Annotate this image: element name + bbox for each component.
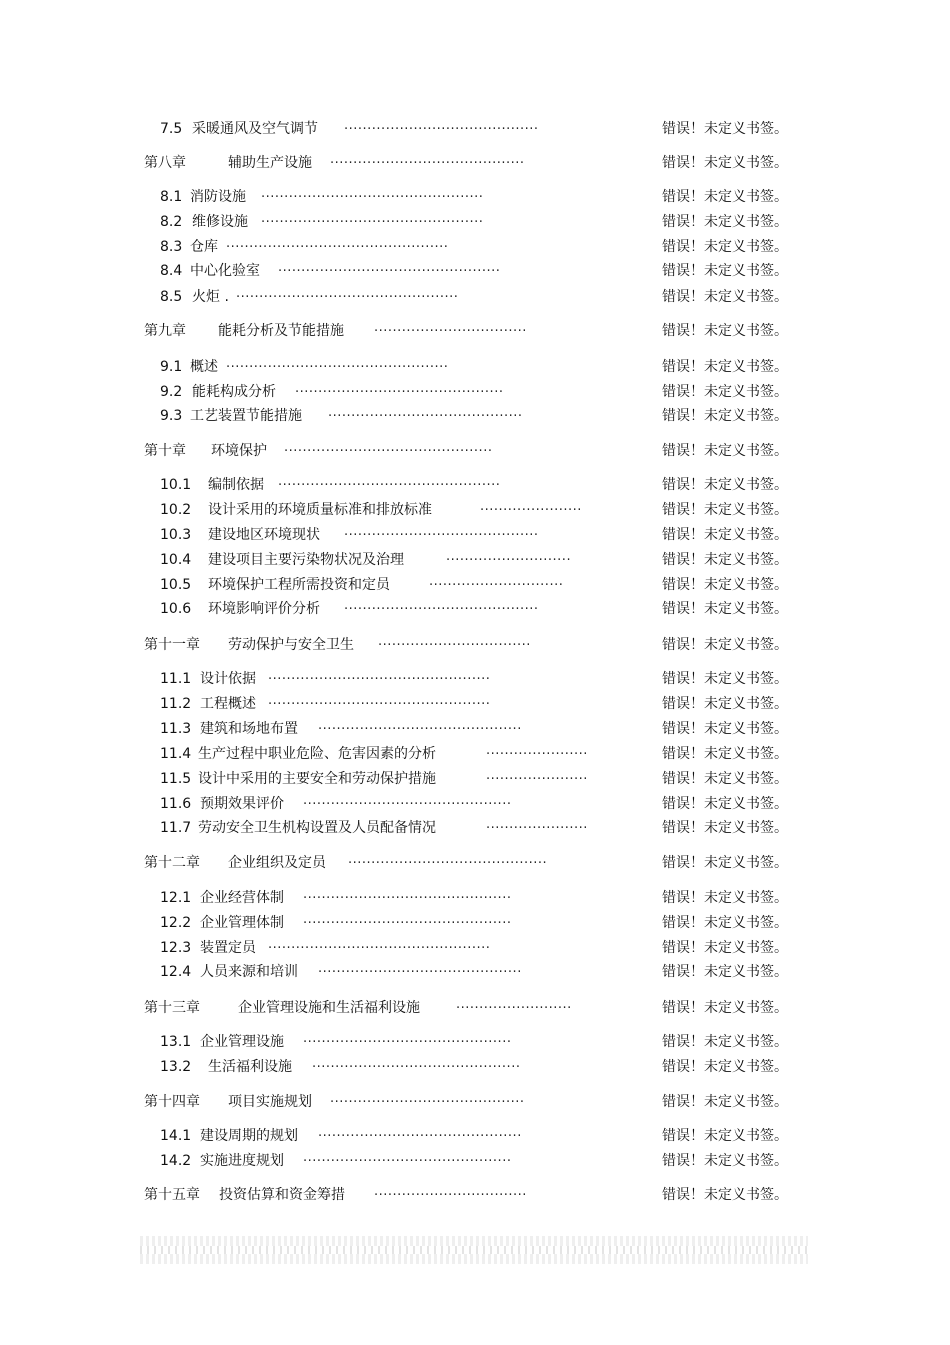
- toc-dot-leader: ......................: [486, 768, 588, 783]
- toc-chapter-entry[interactable]: [0, 1091, 950, 1113]
- toc-chapter-entry[interactable]: [0, 152, 950, 174]
- toc-dot-leader: ......................: [486, 743, 588, 758]
- toc-entry-number: 11.1: [160, 671, 192, 687]
- toc-entry-number: 第八章: [144, 155, 186, 171]
- toc-page-reference[interactable]: 错误！未定义书签。: [662, 121, 788, 137]
- toc-section-entry[interactable]: [0, 1125, 950, 1147]
- toc-page-reference[interactable]: 错误！未定义书签。: [662, 527, 788, 543]
- toc-entry-title: 环境影响评价分析: [208, 601, 320, 617]
- toc-entry-number: 11.3: [160, 721, 192, 737]
- toc-section-entry[interactable]: [0, 381, 950, 403]
- toc-entry-title: 设计依据: [200, 671, 256, 687]
- toc-dot-leader: .............................................: [303, 1150, 512, 1165]
- toc-entry-number: 14.2: [160, 1153, 192, 1169]
- toc-entry-title: 建筑和场地布置: [200, 721, 298, 737]
- toc-dot-leader: ................................................: [261, 186, 484, 201]
- toc-entry-title: 企业管理设施和生活福利设施: [238, 1000, 420, 1016]
- toc-section-entry[interactable]: [0, 260, 950, 282]
- toc-entry-number: 8.2: [160, 214, 183, 230]
- toc-entry-number: 9.2: [160, 384, 183, 400]
- toc-entry-title: 辅助生产设施: [228, 155, 312, 171]
- toc-entry-number: 第十一章: [144, 637, 200, 653]
- toc-section-entry[interactable]: [0, 793, 950, 815]
- toc-entry-number: 8.4: [160, 263, 183, 279]
- toc-page-reference[interactable]: 错误！未定义书签。: [662, 746, 788, 762]
- toc-entry-number: 11.6: [160, 796, 192, 812]
- toc-entry-title: 装置定员: [200, 940, 256, 956]
- toc-page-reference[interactable]: 错误！未定义书签。: [662, 323, 788, 339]
- toc-section-entry[interactable]: [0, 1150, 950, 1172]
- toc-page-reference[interactable]: 错误！未定义书签。: [662, 263, 788, 279]
- toc-entry-title: 劳动保护与安全卫生: [228, 637, 354, 653]
- toc-page-reference[interactable]: 错误！未定义书签。: [662, 189, 788, 205]
- toc-entry-number: 13.2: [160, 1059, 192, 1075]
- toc-dot-leader: ................................................: [268, 937, 491, 952]
- scan-footer-artifact: [140, 1236, 808, 1264]
- toc-entry-title: 仓库: [190, 239, 218, 255]
- toc-entry-number: 12.4: [160, 964, 192, 980]
- toc-section-entry[interactable]: [0, 574, 950, 596]
- toc-section-entry[interactable]: [0, 768, 950, 790]
- toc-entry-title: 能耗构成分析: [192, 384, 276, 400]
- toc-chapter-entry[interactable]: [0, 440, 950, 462]
- toc-page-reference[interactable]: 错误！未定义书签。: [662, 855, 788, 871]
- toc-page-reference[interactable]: 错误！未定义书签。: [662, 443, 788, 459]
- toc-page-reference[interactable]: 错误！未定义书签。: [662, 1094, 788, 1110]
- toc-entry-title: 维修设施: [192, 214, 248, 230]
- toc-section-entry[interactable]: [0, 118, 950, 140]
- toc-dot-leader: .................................: [374, 1184, 527, 1199]
- toc-dot-leader: .............................................: [303, 887, 512, 902]
- toc-entry-title: 建设地区环境现状: [208, 527, 320, 543]
- toc-entry-title: 项目实施规划: [228, 1094, 312, 1110]
- toc-entry-number: 9.3: [160, 408, 183, 424]
- toc-entry-number: 12.3: [160, 940, 192, 956]
- toc-entry-number: 8.1: [160, 189, 183, 205]
- toc-page-reference[interactable]: 错误！未定义书签。: [662, 289, 788, 305]
- toc-dot-leader: ..........................................: [344, 524, 539, 539]
- toc-dot-leader: ................................................: [268, 668, 491, 683]
- toc-dot-leader: .................................: [378, 634, 531, 649]
- toc-entry-title: 中心化验室: [190, 263, 260, 279]
- toc-dot-leader: .............................................: [303, 912, 512, 927]
- toc-entry-title: 投资估算和资金筹措: [219, 1187, 345, 1203]
- toc-entry-title: 建设项目主要污染物状况及治理: [208, 552, 404, 568]
- toc-page-reference[interactable]: 错误！未定义书签。: [662, 601, 788, 617]
- toc-entry-title: 环境保护工程所需投资和定员: [208, 577, 390, 593]
- toc-section-entry[interactable]: [0, 693, 950, 715]
- toc-page-reference[interactable]: 错误！未定义书签。: [662, 155, 788, 171]
- toc-dot-leader: ................................................: [226, 356, 449, 371]
- toc-section-entry[interactable]: [0, 186, 950, 208]
- toc-entry-title: 实施进度规划: [200, 1153, 284, 1169]
- toc-dot-leader: ..........................................: [344, 118, 539, 133]
- toc-entry-number: 11.2: [160, 696, 192, 712]
- toc-dot-leader: .............................................: [295, 381, 504, 396]
- toc-section-entry[interactable]: [0, 236, 950, 258]
- toc-entry-number: 第九章: [144, 323, 186, 339]
- toc-page-reference[interactable]: 错误！未定义书签。: [662, 552, 788, 568]
- toc-entry-title: 设计采用的环境质量标准和排放标准: [208, 502, 432, 518]
- toc-entry-title: 人员来源和培训: [200, 964, 298, 980]
- toc-entry-number: 8.5: [160, 289, 183, 305]
- toc-page-reference[interactable]: 错误！未定义书签。: [662, 696, 788, 712]
- toc-dot-leader: ................................................: [268, 693, 491, 708]
- toc-dot-leader: ..........................................: [328, 405, 523, 420]
- toc-entry-number: 11.5: [160, 771, 192, 787]
- toc-entry-number: 10.3: [160, 527, 192, 543]
- toc-section-entry[interactable]: [0, 743, 950, 765]
- toc-page-reference[interactable]: 错误！未定义书签。: [662, 964, 788, 980]
- toc-section-entry[interactable]: [0, 668, 950, 690]
- toc-entry-number: 10.4: [160, 552, 192, 568]
- toc-section-entry[interactable]: [0, 499, 950, 521]
- toc-dot-leader: .............................................: [303, 1031, 512, 1046]
- toc-dot-leader: ................................................: [236, 286, 459, 301]
- toc-chapter-entry[interactable]: [0, 634, 950, 656]
- toc-page-reference[interactable]: 错误！未定义书签。: [662, 721, 788, 737]
- toc-entry-number: 14.1: [160, 1128, 192, 1144]
- toc-dot-leader: ............................................: [318, 961, 522, 976]
- toc-dot-leader: ................................................: [278, 260, 501, 275]
- toc-entry-title: 概述: [190, 359, 218, 375]
- toc-entry-title: 工程概述: [200, 696, 256, 712]
- toc-section-entry[interactable]: [0, 211, 950, 233]
- toc-entry-title: 能耗分析及节能措施: [218, 323, 344, 339]
- toc-entry-number: 8.3: [160, 239, 183, 255]
- toc-page-reference[interactable]: 错误！未定义书签。: [662, 671, 788, 687]
- toc-entry-title: 环境保护: [211, 443, 267, 459]
- toc-section-entry[interactable]: [0, 937, 950, 959]
- toc-chapter-entry[interactable]: [0, 852, 950, 874]
- toc-entry-number: 12.1: [160, 890, 192, 906]
- toc-entry-title: 消防设施: [190, 189, 246, 205]
- toc-dot-leader: ................................................: [226, 236, 449, 251]
- toc-entry-number: 10.5: [160, 577, 192, 593]
- toc-entry-number: 13.1: [160, 1034, 192, 1050]
- toc-entry-number: 第十章: [144, 443, 186, 459]
- toc-page-reference[interactable]: 错误！未定义书签。: [662, 1153, 788, 1169]
- toc-dot-leader: ...........................: [446, 549, 572, 564]
- toc-entry-number: 第十四章: [144, 1094, 200, 1110]
- toc-section-entry[interactable]: [0, 817, 950, 839]
- toc-page-reference[interactable]: 错误！未定义书签。: [662, 577, 788, 593]
- toc-page-reference[interactable]: 错误！未定义书签。: [662, 637, 788, 653]
- toc-entry-title: 生活福利设施: [208, 1059, 292, 1075]
- toc-page-reference[interactable]: 错误！未定义书签。: [662, 771, 788, 787]
- toc-section-entry[interactable]: [0, 1031, 950, 1053]
- toc-entry-title: 企业管理设施: [200, 1034, 284, 1050]
- toc-entry-title: 企业组织及定员: [228, 855, 326, 871]
- toc-dot-leader: ...........................................: [348, 852, 548, 867]
- toc-dot-leader: ................................................: [261, 211, 484, 226]
- toc-page-reference[interactable]: 错误！未定义书签。: [662, 940, 788, 956]
- toc-chapter-entry[interactable]: [0, 1184, 950, 1206]
- toc-entry-number: 10.6: [160, 601, 192, 617]
- toc-entry-number: 11.4: [160, 746, 192, 762]
- toc-section-entry[interactable]: [0, 718, 950, 740]
- toc-page-reference[interactable]: 错误！未定义书签。: [662, 214, 788, 230]
- toc-entry-number: 第十三章: [144, 1000, 200, 1016]
- toc-section-entry[interactable]: [0, 286, 950, 308]
- toc-page-reference[interactable]: 错误！未定义书签。: [662, 408, 788, 424]
- toc-dot-leader: ................................................: [278, 474, 501, 489]
- toc-page-reference[interactable]: 错误！未定义书签。: [662, 796, 788, 812]
- toc-entry-number: 10.2: [160, 502, 192, 518]
- toc-entry-title: 设计中采用的主要安全和劳动保护措施: [198, 771, 436, 787]
- toc-dot-leader: .................................: [374, 320, 527, 335]
- toc-entry-number: 第十二章: [144, 855, 200, 871]
- toc-page-reference[interactable]: 错误！未定义书签。: [662, 359, 788, 375]
- toc-entry-title: 编制依据: [208, 477, 264, 493]
- toc-dot-leader: ............................................: [318, 718, 522, 733]
- toc-page-reference[interactable]: 错误！未定义书签。: [662, 1034, 788, 1050]
- toc-page-reference[interactable]: 错误！未定义书签。: [662, 384, 788, 400]
- toc-page-reference[interactable]: 错误！未定义书签。: [662, 1128, 788, 1144]
- toc-entry-number: 7.5: [160, 121, 183, 137]
- toc-dot-leader: ............................................: [318, 1125, 522, 1140]
- toc-section-entry[interactable]: [0, 405, 950, 427]
- toc-page-reference[interactable]: 错误！未定义书签。: [662, 1187, 788, 1203]
- toc-section-entry[interactable]: [0, 961, 950, 983]
- toc-page-reference[interactable]: 错误！未定义书签。: [662, 915, 788, 931]
- toc-dot-leader: ..........................................: [344, 598, 539, 613]
- toc-entry-number: 11.7: [160, 820, 192, 836]
- toc-entry-title: 劳动安全卫生机构设置及人员配备情况: [198, 820, 436, 836]
- toc-dot-leader: .............................................: [284, 440, 493, 455]
- toc-section-entry[interactable]: [0, 549, 950, 571]
- toc-dot-leader: ......................: [486, 817, 588, 832]
- toc-entry-title: 预期效果评价: [200, 796, 284, 812]
- toc-page-reference[interactable]: 错误！未定义书签。: [662, 820, 788, 836]
- toc-entry-title: 采暖通风及空气调节: [192, 121, 318, 137]
- toc-section-entry[interactable]: [0, 474, 950, 496]
- toc-section-entry[interactable]: [0, 912, 950, 934]
- toc-dot-leader: .............................................: [303, 793, 512, 808]
- toc-dot-leader: ......................: [480, 499, 582, 514]
- toc-entry-title: 火炬 .: [192, 289, 229, 305]
- toc-page-reference[interactable]: 错误！未定义书签。: [662, 477, 788, 493]
- toc-dot-leader: .........................: [456, 997, 572, 1012]
- toc-entry-number: 12.2: [160, 915, 192, 931]
- toc-entry-number: 10.1: [160, 477, 192, 493]
- toc-entry-title: 建设周期的规划: [200, 1128, 298, 1144]
- toc-entry-title: 工艺装置节能措施: [190, 408, 302, 424]
- toc-page-reference[interactable]: 错误！未定义书签。: [662, 890, 788, 906]
- toc-dot-leader: ..........................................: [330, 152, 525, 167]
- toc-entry-number: 第十五章: [144, 1187, 200, 1203]
- toc-dot-leader: .............................................: [312, 1056, 521, 1071]
- toc-entry-number: 9.1: [160, 359, 183, 375]
- toc-dot-leader: .............................: [429, 574, 564, 589]
- toc-chapter-entry[interactable]: [0, 997, 950, 1019]
- toc-page-reference[interactable]: 错误！未定义书签。: [662, 1059, 788, 1075]
- toc-section-entry[interactable]: [0, 887, 950, 909]
- toc-section-entry[interactable]: [0, 598, 950, 620]
- toc-page-reference[interactable]: 错误！未定义书签。: [662, 502, 788, 518]
- toc-section-entry[interactable]: [0, 356, 950, 378]
- toc-entry-title: 企业经营体制: [200, 890, 284, 906]
- toc-entry-title: 企业管理体制: [200, 915, 284, 931]
- toc-section-entry[interactable]: [0, 1056, 950, 1078]
- toc-section-entry[interactable]: [0, 524, 950, 546]
- toc-dot-leader: ..........................................: [330, 1091, 525, 1106]
- toc-entry-title: 生产过程中职业危险、危害因素的分析: [198, 746, 436, 762]
- toc-chapter-entry[interactable]: [0, 320, 950, 342]
- toc-page-reference[interactable]: 错误！未定义书签。: [662, 239, 788, 255]
- toc-page-reference[interactable]: 错误！未定义书签。: [662, 1000, 788, 1016]
